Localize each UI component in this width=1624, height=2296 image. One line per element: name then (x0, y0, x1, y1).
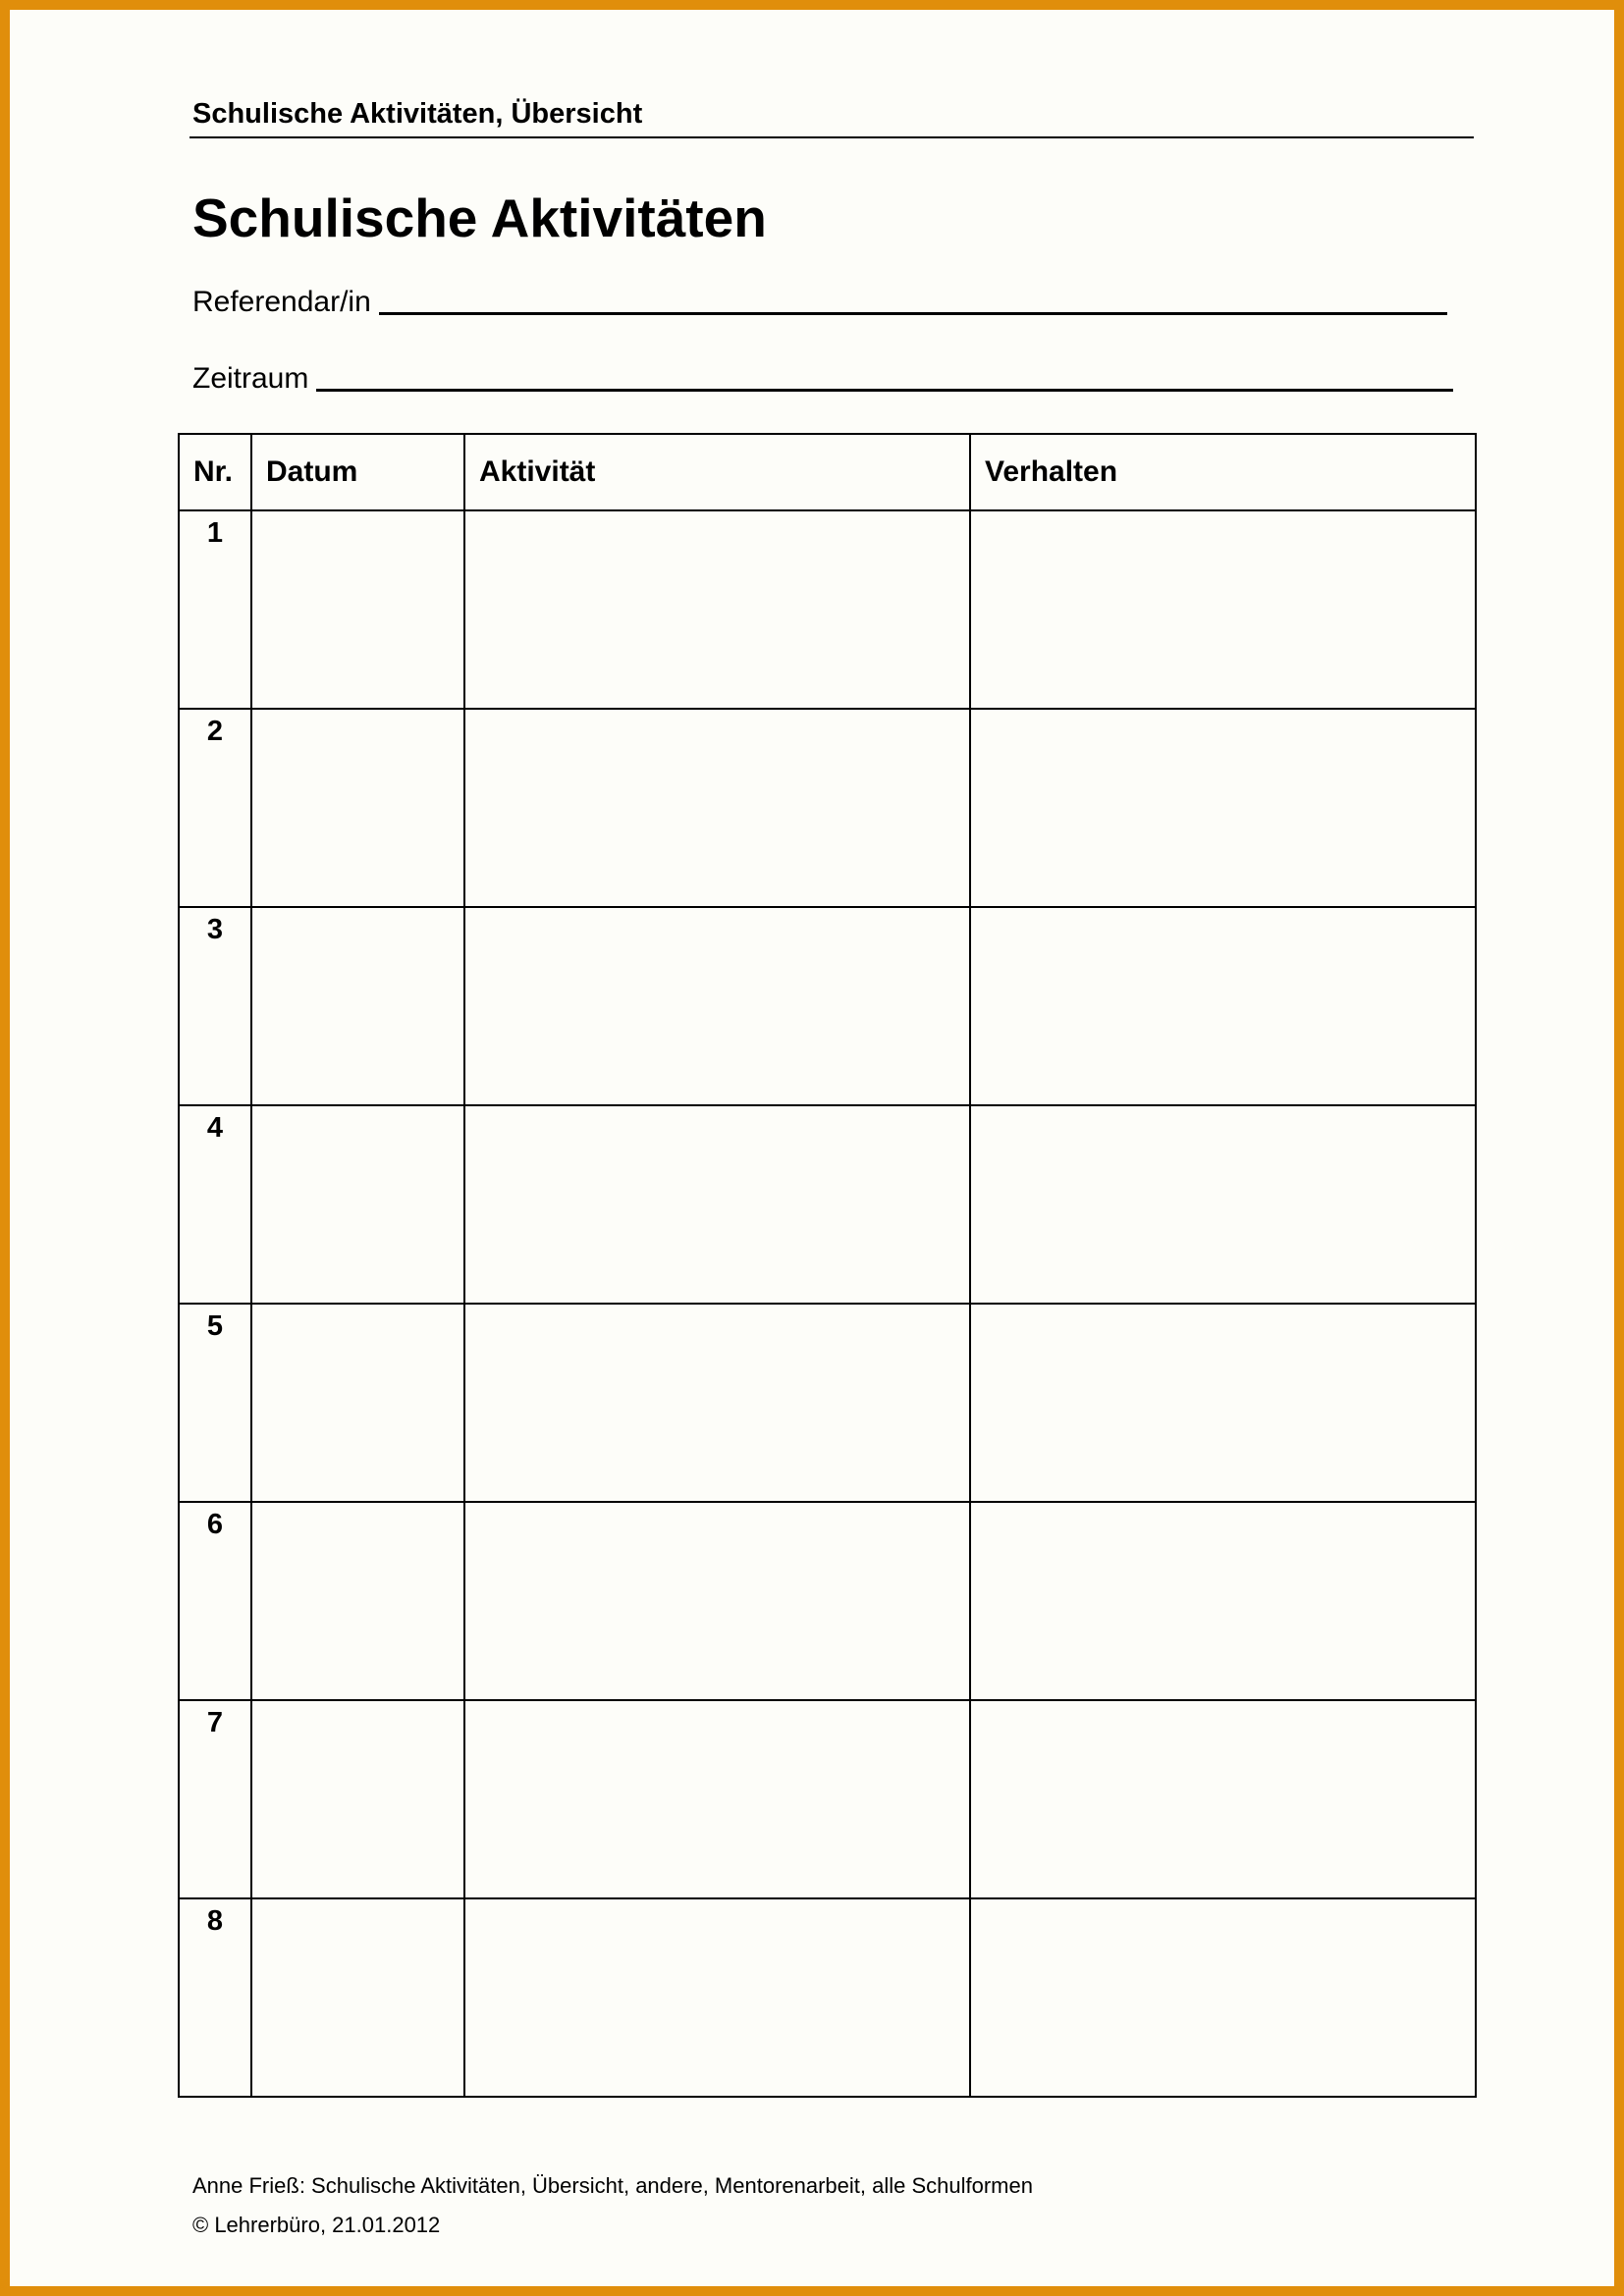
aktivitaet-cell[interactable] (464, 709, 970, 907)
table-row (179, 1105, 1476, 1304)
table-row (179, 510, 1476, 709)
verhalten-cell[interactable] (970, 1502, 1476, 1700)
verhalten-cell[interactable] (970, 1304, 1476, 1502)
verhalten-cell[interactable] (970, 709, 1476, 907)
row-number: 1 (179, 510, 251, 709)
datum-cell[interactable] (251, 907, 464, 1105)
header-datum: Datum (251, 434, 464, 510)
table-header-row (179, 434, 1476, 510)
referendar-label: Referendar/in (192, 286, 371, 318)
table-row (179, 1700, 1476, 1898)
row-number: 5 (179, 1304, 251, 1502)
table-row (179, 907, 1476, 1105)
row-number: 4 (179, 1105, 251, 1304)
table-row (179, 1304, 1476, 1502)
datum-cell[interactable] (251, 1898, 464, 2097)
referendar-field (192, 283, 1447, 319)
datum-cell[interactable] (251, 510, 464, 709)
row-number: 7 (179, 1700, 251, 1898)
activities-table (178, 433, 1477, 2098)
header-verhalten: Verhalten (970, 434, 1476, 510)
page-title: Schulische Aktivitäten (192, 187, 767, 248)
header-nr: Nr. (179, 434, 251, 510)
aktivitaet-cell[interactable] (464, 1700, 970, 1898)
table-row (179, 1502, 1476, 1700)
row-number: 3 (179, 907, 251, 1105)
aktivitaet-cell[interactable] (464, 1898, 970, 2097)
zeitraum-field (192, 359, 1453, 396)
aktivitaet-cell[interactable] (464, 907, 970, 1105)
zeitraum-label: Zeitraum (192, 362, 309, 395)
datum-cell[interactable] (251, 1105, 464, 1304)
table-row (179, 709, 1476, 907)
datum-cell[interactable] (251, 709, 464, 907)
aktivitaet-cell[interactable] (464, 510, 970, 709)
verhalten-cell[interactable] (970, 907, 1476, 1105)
row-number: 6 (179, 1502, 251, 1700)
verhalten-cell[interactable] (970, 1898, 1476, 2097)
header-divider (189, 136, 1474, 138)
verhalten-cell[interactable] (970, 1105, 1476, 1304)
datum-cell[interactable] (251, 1502, 464, 1700)
row-number: 8 (179, 1898, 251, 2097)
footer-source: Anne Frieß: Schulische Aktivitäten, Übersicht, andere, Mentorenarbeit, alle Schulformen (192, 2173, 1033, 2198)
zeitraum-input-line[interactable] (316, 359, 1453, 392)
verhalten-cell[interactable] (970, 1700, 1476, 1898)
verhalten-cell[interactable] (970, 510, 1476, 709)
header-aktivitaet: Aktivität (464, 434, 970, 510)
datum-cell[interactable] (251, 1700, 464, 1898)
row-number: 2 (179, 709, 251, 907)
aktivitaet-cell[interactable] (464, 1304, 970, 1502)
aktivitaet-cell[interactable] (464, 1105, 970, 1304)
datum-cell[interactable] (251, 1304, 464, 1502)
table-row (179, 1898, 1476, 2097)
running-head: Schulische Aktivitäten, Übersicht (192, 98, 643, 130)
footer-copyright: © Lehrerbüro, 21.01.2012 (192, 2213, 441, 2237)
referendar-input-line[interactable] (379, 283, 1447, 315)
aktivitaet-cell[interactable] (464, 1502, 970, 1700)
